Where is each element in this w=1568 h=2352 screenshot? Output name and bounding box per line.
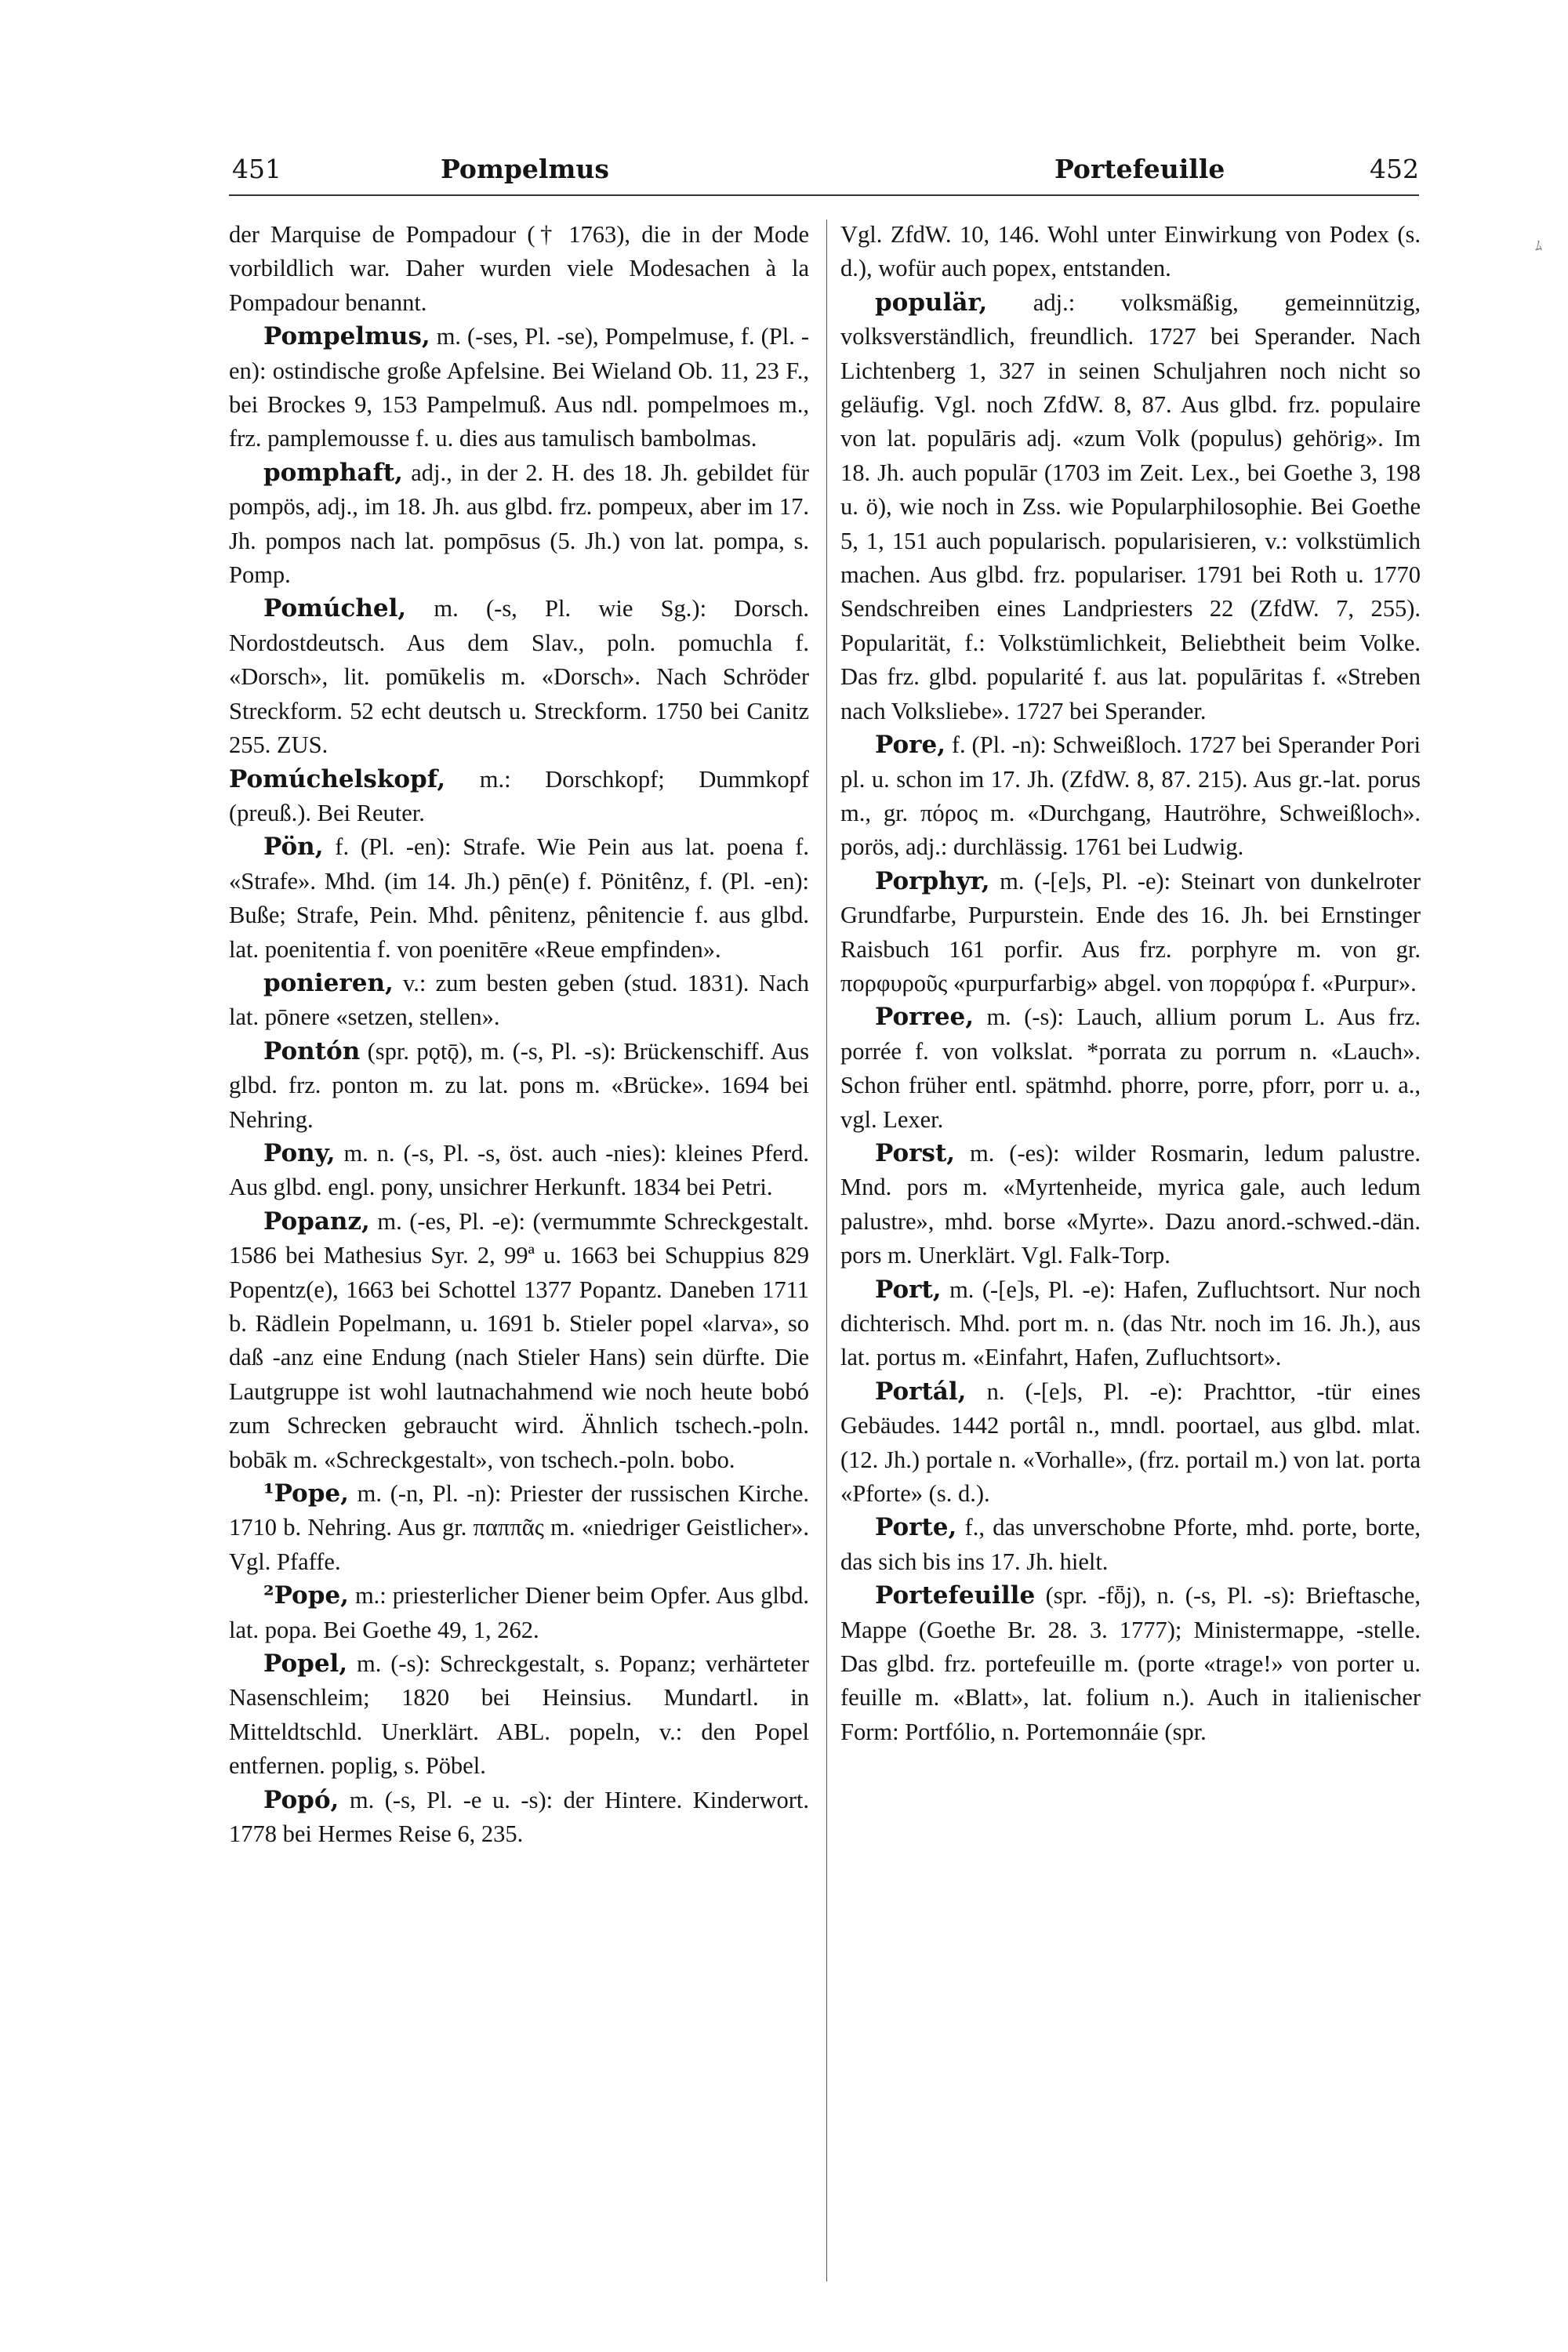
entry-text: (spr. -fȫj), n. (-s, Pl. -s): Brieftasche, Mappe (Goethe Br. 28. 3. 1777); Ministermappe, -stelle. Das glbd. frz. portefeuille m. (porte «trage!» von porter u. feuille m. «Blatt», lat. folium n.). Auch in italienischer Form: Portfólio, n. Portemonnáie (spr. [840,1582,1421,1745]
entry-text: (spr. pǫtǭ), m. (-s, Pl. -s): Brückenschiff. Aus glbd. frz. ponton m. zu lat. pons m. «Brücke». 1694 bei Nehring. [229,1037,809,1133]
entry-lemma: ponieren, [263,968,394,997]
dictionary-entry [229,967,809,1035]
entry-text: m. (-s): Lauch, allium porum L. Aus frz. porrée f. von volkslat. *porrata zu porrum n. «Lauch». Schon früher entl. spätmhd. phorre, porre, pforr, porr u. a., vgl. Lexer. [840,1004,1421,1133]
entry-lemma: Pomúchel, [263,594,407,623]
entry-text: m.: Dorschkopf; Dummkopf (preuß.). Bei Reuter. [229,765,809,826]
dictionary-entry [229,1137,809,1205]
entry-text: v.: zum besten geben (stud. 1831). Nach lat. pōnere «setzen, stellen». [229,969,809,1031]
entry-lemma: Popó, [263,1785,339,1814]
entry-text: f., das unverschobne Pforte, mhd. porte, borte, das sich bis ins 17. Jh. hielt. [840,1514,1421,1575]
entry-lemma: Popel, [263,1650,348,1679]
dictionary-entry [229,1477,809,1579]
entry-lemma: Port, [875,1275,942,1304]
entry-lemma: populär, [875,288,988,317]
entry-lemma: Pön, [263,833,324,862]
dictionary-entry [229,830,809,967]
entry-text: m. (-n, Pl. -n): Priester der russischen Kirche. 1710 b. Nehring. Aus gr. παππᾶς m. «niedriger Geistlicher». Vgl. Pfaffe. [229,1480,809,1575]
dictionary-entry [840,1579,1421,1749]
right-column [840,218,1421,2288]
dictionary-entry [840,1511,1421,1579]
page-header [229,151,1419,196]
entry-text: f. (Pl. -en): Strafe. Wie Pein aus lat. poena f. «Strafe». Mhd. (im 14. Jh.) pēn(e) f. Pönitênz, f. (Pl. -en): Buße; Strafe, Pein. Mhd. pênitenz, pênitencie f. aus glbd. lat. poenitentia f. von poenitēre «Reue empfinden». [229,833,809,963]
entry-lemma: Portál, [875,1377,967,1406]
entry-text: m.: priesterlicher Diener beim Opfer. Aus glbd. lat. popa. Bei Goethe 49, 1, 262. [229,1582,809,1643]
entry-text: n. (-[e]s, Pl. -e): Prachttor, -tür eines Gebäudes. 1442 portâl n., mndl. poortael, aus glbd. mlat. (12. Jh.) portale n. «Vorhalle», (frz. portail m.) von lat. porta «Pforte» (s. d.). [840,1377,1421,1508]
entry-lemma: Porree, [875,1003,975,1032]
dictionary-entry [840,728,1421,865]
entry-lemma: Pompelmus, [263,322,430,351]
dictionary-entry [229,592,809,762]
entry-lemma: Portefeuille [875,1581,1036,1610]
entry-lemma: Pontón [263,1036,361,1065]
left-column [229,218,809,2288]
dictionary-entry [840,1137,1421,1273]
dictionary-entry [229,1647,809,1784]
entry-lemma: Porphyr, [875,866,990,895]
dictionary-entry [840,286,1421,728]
dictionary-entry [229,763,809,831]
entry-lemma: Porte, [875,1513,957,1542]
entry-lemma: Popanz, [263,1207,370,1236]
right-guide-word: Portefeuille [1054,154,1225,184]
entry-text: m. (-s, Pl. -e u. -s): der Hintere. Kinderwort. 1778 bei Hermes Reise 6, 235. [229,1786,809,1848]
entry-lemma: Pore, [875,731,946,760]
entry-lemma: ¹Pope, [263,1479,349,1508]
dictionary-entry [840,865,1421,1001]
entry-text: m. (-s): Schreckgestalt, s. Popanz; verhärteter Nasenschleim; 1820 bei Heinsius. Mundartl. in Mitteldtschld. Unerklärt. ABL. popeln, v.: den Popel entfernen. poplig, s. Pöbel. [229,1650,809,1780]
entry-text: adj., in der 2. H. des 18. Jh. gebildet für pompös, adj., im 18. Jh. aus glbd. frz. pompeux, aber im 17. Jh. pompos nach lat. pompōsus (5. Jh.) von lat. pompa, s. Pomp. [229,459,809,589]
entry-text: f. (Pl. -n): Schweißloch. 1727 bei Sperander Pori pl. u. schon im 17. Jh. (ZfdW. 8, 87. 215). Aus gr.-lat. porus m., gr. πόρος m. «Durchgang, Hautröhre, Schweißloch». porös, adj.: durchlässig. 1761 bei Ludwig. [840,731,1421,861]
dictionary-entry [840,1000,1421,1137]
entry-text: m. (-s, Pl. wie Sg.): Dorsch. Nordostdeutsch. Aus dem Slav., poln. pomuchla f. «Dorsch», lit. pomūkelis m. «Dorsch». Nach Schröder Streckform. 52 echt deutsch u. Streckform. 1750 bei Canitz 255. ZUS. [229,595,809,759]
entry-lemma: pomphaft, [263,458,403,487]
entry-text: m. (-ses, Pl. -se), Pompelmuse, f. (Pl. -en): ostindische große Apfelsine. Bei Wieland Ob. 11, 23 F., bei Brockes 9, 153 Pampelmuß. Aus ndl. pompelmoes m., frz. pamplemousse f. u. dies aus tamulisch bambolmas. [229,323,809,452]
entry-lemma: Pony, [263,1138,336,1167]
dictionary-entry [840,1375,1421,1512]
dictionary-entry [229,1784,809,1852]
entry-text: m. (-es, Pl. -e): (vermummte Schreckgestalt. 1586 bei Mathesius Syr. 2, 99ª u. 1663 bei Schuppius 829 Popentz(e), 1663 bei Schottel 1377 Popantz. Daneben 1711 b. Rädlein Popelmann, u. 1691 b. Stieler popel «larva», so daß -anz eine Endung (nach Stieler Hans) sein dürfte. Die Lautgruppe ist wohl lautnachahmend wie noch heute bobó zum Schrecken gebraucht wird. Ähnlich tschech.-poln. bobāk m. «Schreckgestalt», von tschech.-poln. bobo. [229,1207,809,1473]
dictionary-entry [229,1205,809,1477]
entry-lemma: ²Pope, [263,1581,349,1610]
dictionary-entry [840,1273,1421,1375]
entry-text: m. (-es): wilder Rosmarin, ledum palustre. Mnd. pors m. «Myrtenheide, myrica gale, auch ledum palustre», mhd. borse «Myrte». Dazu anord.-schwed.-dän. pors m. Unerklärt. Vgl. Falk-Torp. [840,1139,1421,1269]
left-page-number: 451 [232,154,281,184]
entry-lemma: Pomúchelskopf, [229,764,446,793]
entry-text: der Marquise de Pompadour († 1763), die in der Mode vorbildlich war. Daher wurden viele Modesachen à la Pompadour benannt. [229,221,809,316]
entry-text: m. n. (-s, Pl. -s, öst. auch -nies): kleines Pferd. Aus glbd. engl. pony, unsichrer Herkunft. 1834 bei Petri. [229,1139,809,1201]
left-guide-word: Pompelmus [441,154,609,184]
right-page-number: 452 [1370,154,1419,184]
column-divider [826,220,827,2281]
entry-lemma: Porst, [875,1138,956,1167]
dictionary-entry [229,1579,809,1647]
entry-text: Vgl. ZfdW. 10, 146. Wohl unter Einwirkung von Podex (s. d.), wofür auch popex, entstanden. [840,221,1421,282]
dictionary-entry [840,218,1421,286]
dictionary-entry [229,1035,809,1137]
margin-mark: ﾑ [1535,238,1542,255]
dictionary-entry [229,320,809,456]
entry-text: m. (-[e]s, Pl. -e): Hafen, Zufluchtsort. Nur noch dichterisch. Mhd. port m. n. (das Ntr. noch im 16. Jh.), aus lat. portus m. «Einfahrt, Hafen, Zufluchtsort». [840,1276,1421,1371]
dictionary-entry [229,456,809,593]
entry-text: adj.: volksmäßig, gemeinnützig, volksverständlich, freundlich. 1727 bei Sperander. Nach Lichtenberg 1, 327 in seinen Schuljahren noch nicht so geläufig. Vgl. noch ZfdW. 8, 87. Aus glbd. frz. populaire von lat. populāris adj. «zum Volk (populus) gehörig». Im 18. Jh. auch populār (1703 im Zeit. Lex., bei Goethe 3, 198 u. ö), wie noch in Zss. wie Popularphilosophie. Bei Goethe 5, 1, 151 auch popularisch. popularisieren, v.: volkstümlich machen. Aus glbd. frz. populariser. 1791 bei Roth u. 1770 Sendschreiben eines Landpriesters 22 (ZfdW. 7, 255). Popularität, f.: Volkstümlichkeit, Beliebtheit beim Volke. Das frz. glbd. popularité f. aus lat. populāritas f. «Streben nach Volksliebe». 1727 bei Sperander. [840,289,1421,724]
entry-text: m. (-[e]s, Pl. -e): Steinart von dunkelroter Grundfarbe, Purpurstein. Ende des 16. Jh. bei Ernstinger Raisbuch 161 porfir. Aus frz. porphyre m. von gr. πορφυροῦς «purpurfarbig» abgel. von πορφύρα f. «Purpur». [840,867,1421,996]
dictionary-entry [229,218,809,320]
